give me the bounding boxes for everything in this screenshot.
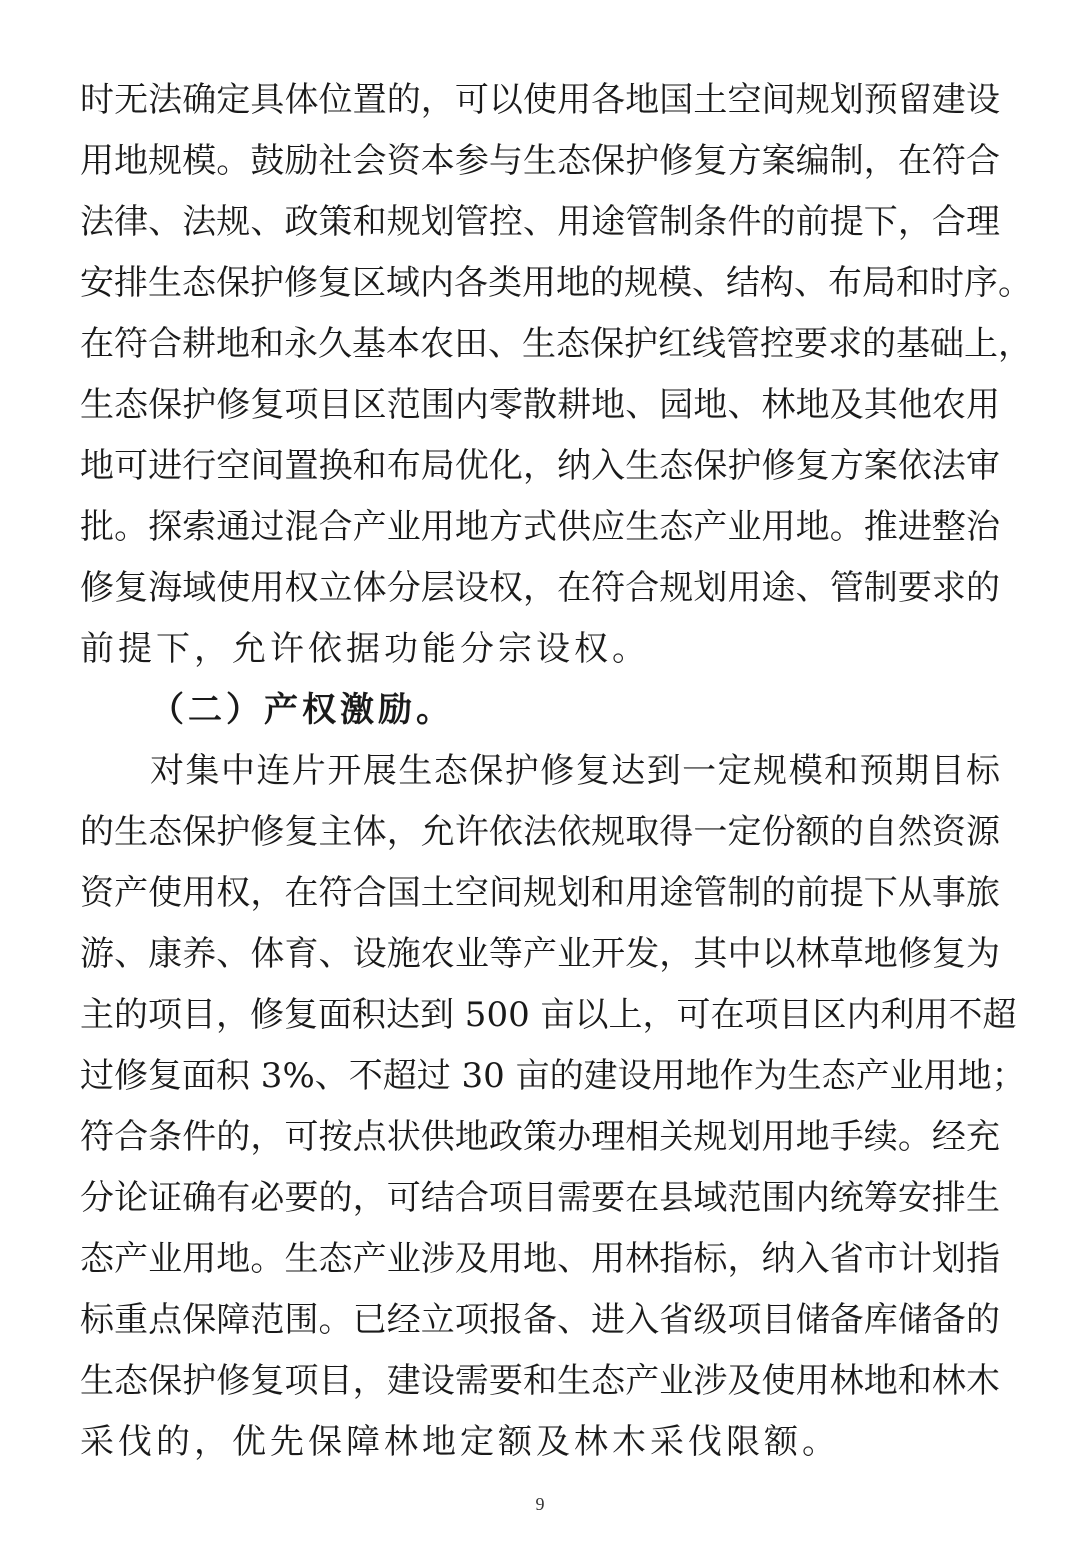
body-line-4: 安排生态保护修复区域内各类用地的规模、结构、布局和时序。: [80, 263, 1032, 303]
body-line-17: 过修复面积 3%、不超过 30 亩的建设用地作为生态产业用地；: [80, 1056, 1026, 1096]
section-heading: （二）产权激励。: [150, 690, 454, 730]
body-line-1: 时无法确定具体位置的，可以使用各地国土空间规划预留建设: [80, 80, 1000, 120]
body-line-12: 对集中连片开展生态保护修复达到一定规模和预期目标: [150, 751, 1000, 791]
body-line-19: 分论证确有必要的，可结合项目需要在县域范围内统筹安排生: [80, 1178, 1000, 1218]
body-line-7: 地可进行空间置换和布局优化，纳入生态保护修复方案依法审: [80, 446, 1000, 486]
body-line-2: 用地规模。鼓励社会资本参与生态保护修复方案编制，在符合: [80, 141, 1000, 181]
body-line-18: 符合条件的，可按点状供地政策办理相关规划用地手续。经充: [80, 1117, 1000, 1157]
body-line-6: 生态保护修复项目区范围内零散耕地、园地、林地及其他农用: [80, 385, 1000, 425]
body-line-14: 资产使用权，在符合国土空间规划和用途管制的前提下从事旅: [80, 873, 1000, 913]
body-line-3: 法律、法规、政策和规划管控、用途管制条件的前提下，合理: [80, 202, 1000, 242]
body-line-22: 生态保护修复项目，建设需要和生态产业涉及使用林地和林木: [80, 1361, 1000, 1401]
body-line-15: 游、康养、体育、设施农业等产业开发，其中以林草地修复为: [80, 934, 1000, 974]
body-line-8: 批。探索通过混合产业用地方式供应生态产业用地。推进整治: [80, 507, 1000, 547]
body-line-13: 的生态保护修复主体，允许依法依规取得一定份额的自然资源: [80, 812, 1000, 852]
body-line-21: 标重点保障范围。已经立项报备、进入省级项目储备库储备的: [80, 1300, 1000, 1340]
body-line-5: 在符合耕地和永久基本农田、生态保护红线管控要求的基础上，: [80, 324, 1032, 364]
body-line-23: 采伐的，优先保障林地定额及林木采伐限额。: [80, 1422, 840, 1462]
body-line-9: 修复海域使用权立体分层设权，在符合规划用途、管制要求的: [80, 568, 1000, 608]
body-line-16: 主的项目，修复面积达到 500 亩以上，可在项目区内利用不超: [80, 995, 1017, 1035]
body-line-10: 前提下，允许依据功能分宗设权。: [80, 629, 650, 669]
body-line-20: 态产业用地。生态产业涉及用地、用林指标，纳入省市计划指: [80, 1239, 1000, 1279]
page-number: 9: [535, 1494, 545, 1514]
